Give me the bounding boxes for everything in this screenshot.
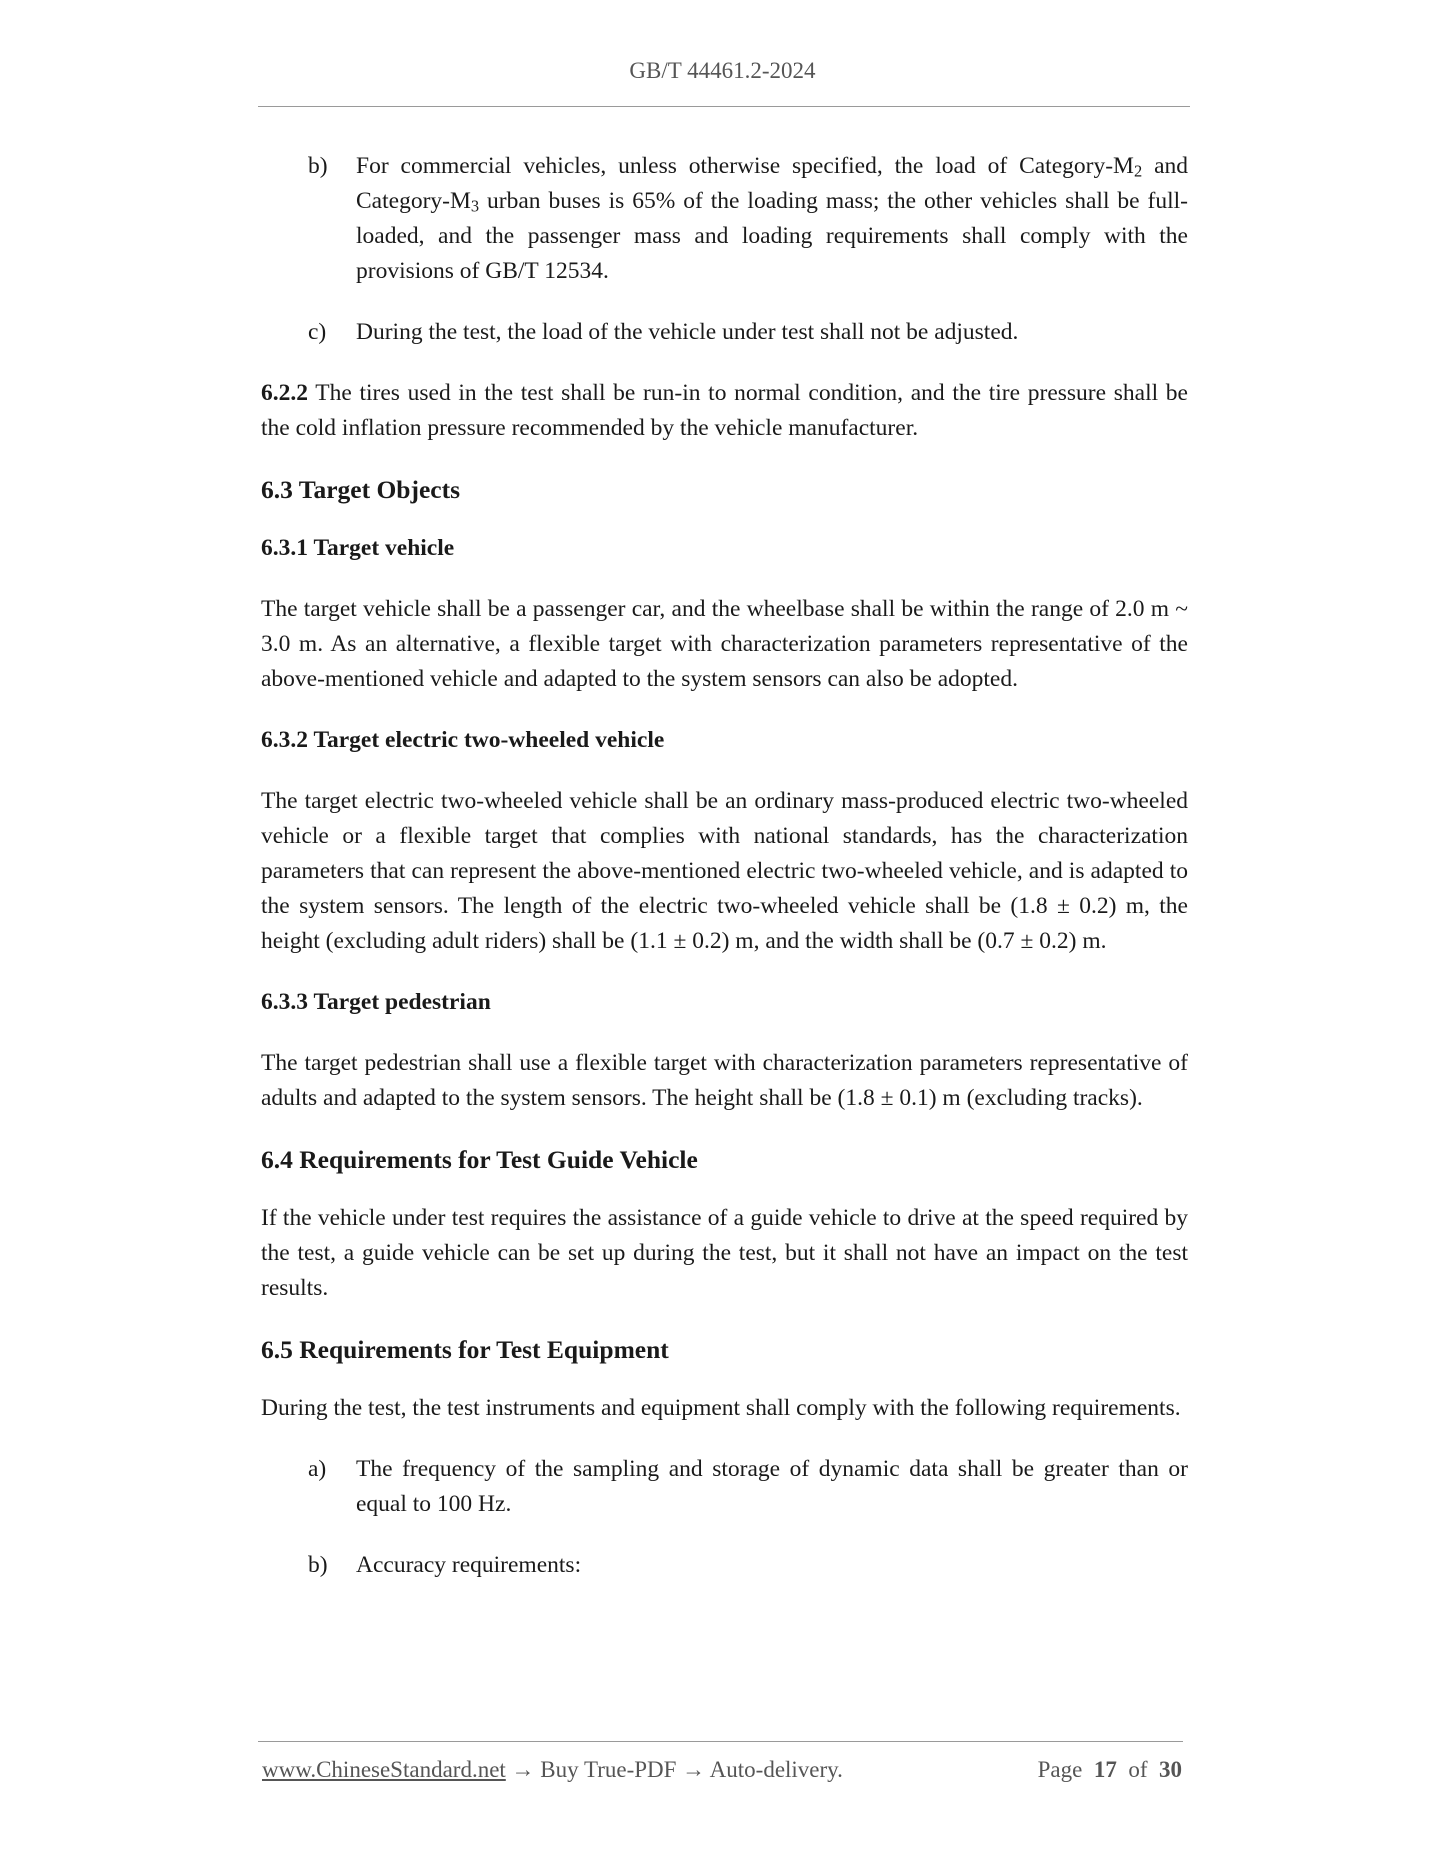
list-item-b-accuracy [261,1548,1188,1583]
heading-6-3-2: 6.3.2 Target electric two-wheeled vehicle [261,727,665,753]
footer-left [262,1757,843,1783]
paragraph-6-3-2: The target electric two-wheeled vehicle shall be an ordinary mass-produced electric two-wheeled vehicle or a flexible target that complies with national standards, has the characterization parameters that can represent the above-mentioned electric two-wheeled vehicle, and is adapted to the system sensors. The length of the electric two-wheeled vehicle shall be (1.8 ± 0.2) m, the height (excluding adult riders) shall be (1.1 ± 0.2) m, and the width shall be (0.7 ± 0.2) m. [261,788,1188,954]
page-body [261,145,1188,1609]
list-marker: c) [308,319,327,345]
heading-6-3-3: 6.3.3 Target pedestrian [261,989,491,1015]
clause-number: 6.2.2 [261,380,308,406]
running-header: GB/T 44461.2-2024 [629,58,816,83]
list-text: Accuracy requirements: [356,1552,582,1578]
heading-6-3: 6.3 Target Objects [261,475,461,504]
list-text: The frequency of the sampling and storage of dynamic data shall be greater than or equal to 100 Hz. [356,1456,1188,1517]
paragraph-6-5: During the test, the test instruments and equipment shall comply with the following requirements. [261,1395,1181,1421]
clause-text: The tires used in the test shall be run-in to normal condition, and the tire pressure shall be the cold inflation pressure recommended by the vehicle manufacturer. [261,380,1188,441]
website-link[interactable]: www.ChineseStandard.net [262,1757,506,1782]
list-text: During the test, the load of the vehicle under test shall not be adjusted. [356,319,1019,345]
clause-6-2-2 [261,376,1188,446]
list-item-b [261,149,1188,289]
heading-6-5: 6.5 Requirements for Test Equipment [261,1335,669,1364]
subscript: 2 [1133,161,1143,181]
paragraph-6-3-3: The target pedestrian shall use a flexible target with characterization parameters representative of adults and adapted to the system sensors. The height shall be (1.8 ± 0.1) m (excluding tracks). [261,1050,1188,1111]
list-marker: b) [308,1552,328,1578]
header-divider [258,106,1190,107]
list-text: For commercial vehicles, unless otherwise specified, the load of Category-M [356,153,1134,179]
page-label: Page [1037,1757,1083,1782]
list-text: urban buses is 65% of the loading mass; the other vehicles shall be full-loaded, and the passenger mass and loading requirements shall comply with the provisions of GB/T 12534. [356,188,1188,284]
subscript: 3 [470,196,480,216]
paragraph-6-4: If the vehicle under test requires the assistance of a guide vehicle to drive at the speed required by the test, a guide vehicle can be set up during the test, but it shall not have an impact on the test results. [261,1205,1188,1301]
heading-6-3-1: 6.3.1 Target vehicle [261,535,455,561]
list-marker: a) [308,1456,327,1482]
heading-6-4: 6.4 Requirements for Test Guide Vehicle [261,1145,698,1174]
footer-divider [258,1741,1183,1742]
list-marker: b) [308,153,328,179]
of-label: of [1128,1757,1148,1782]
page-current: 17 [1093,1757,1117,1782]
list-item-c [261,315,1188,350]
list-item-a [261,1452,1188,1522]
page-total: 30 [1159,1757,1182,1782]
list-text: and Category-M [356,153,1189,214]
footer-tagline: → Buy True-PDF → Auto-delivery. [505,1757,843,1782]
page-number [1038,1757,1182,1783]
paragraph-6-3-1: The target vehicle shall be a passenger car, and the wheelbase shall be within the range of 2.0 m ~ 3.0 m. As an alternative, a flexible target with characterization parameters representative of the above-mentioned vehicle and adapted to the system sensors can also be adopted. [261,596,1188,692]
